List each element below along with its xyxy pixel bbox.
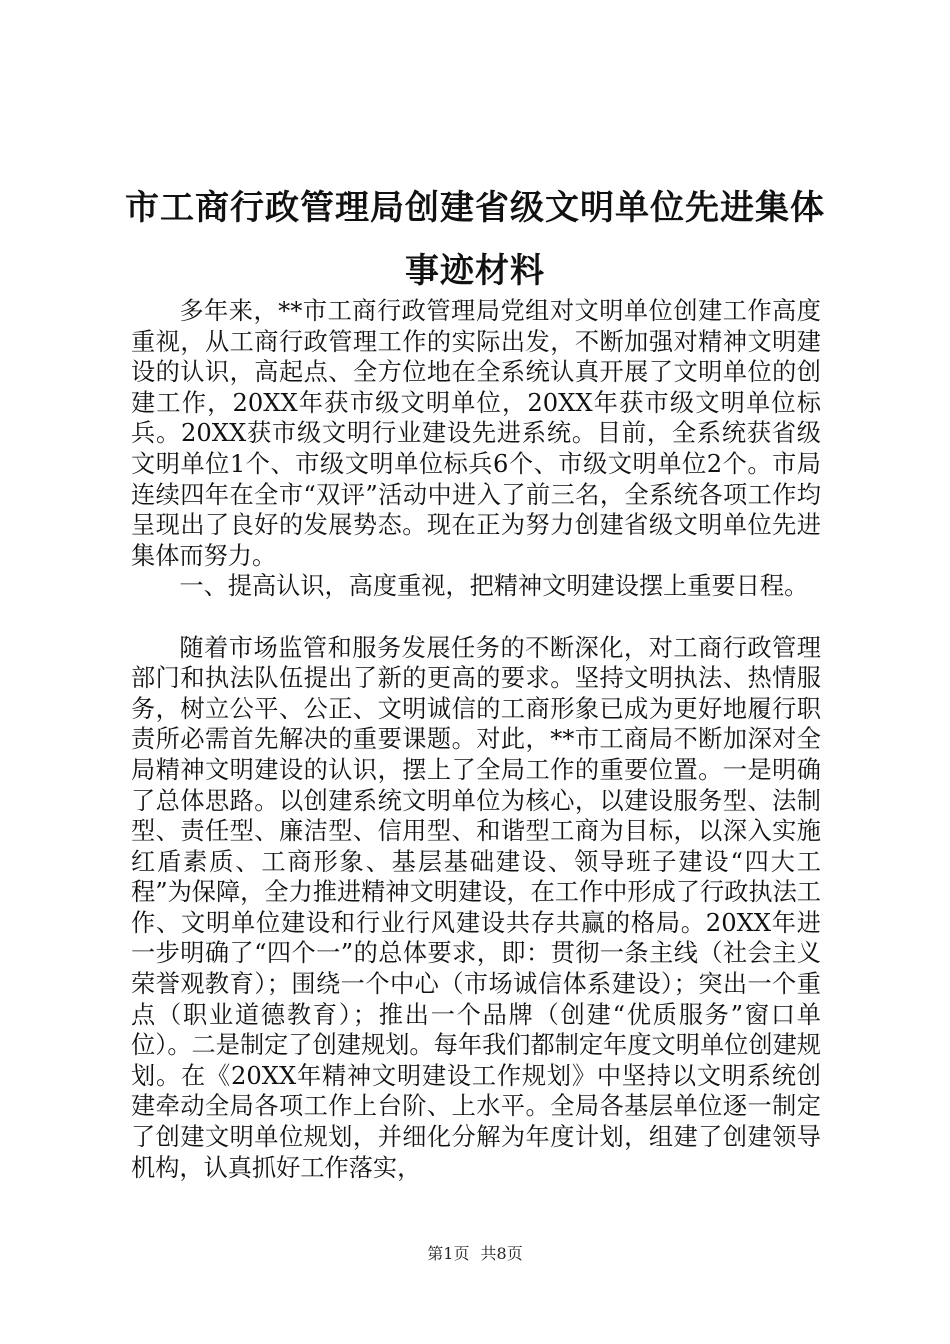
document-title <box>95 188 855 291</box>
title-line-2: 事迹材料 <box>405 251 545 291</box>
paragraph-intro: 多年来，**市工商行政管理局党组对文明单位创建工作高度重视，从工商行政管理工作的实际出发，不断加强对精神文明建设的认识，高起点、全方位地在全系统认真开展了文明单位的创建工作，20XX年获市级文明单位，20XX年获市级文明单位标兵。20XX获市级文明行业建设先进系统。目前，全系统获省级文明单位1个、市级文明单位标兵6个、市级文明单位2个。市局连续四年在全市“双评”活动中进入了前三名，全系统各项工作均呈现出了良好的发展势态。现在正为努力创建省级文明单位先进集体而努力。 <box>131 297 821 570</box>
page-number-current: 第1页 <box>427 1244 470 1263</box>
paragraph-section-1: 随着市场监管和服务发展任务的不断深化，对工商行政管理部门和执法队伍提出了新的更高的要求。坚持文明执法、热情服务，树立公平、公正、文明诚信的工商形象已成为更好地履行职责所必需首先解决的重要课题。对此，**市工商局不断加深对全局精神文明建设的认识，摆上了全局工作的重要位置。一是明确了总体思路。以创建系统文明单位为核心，以建设服务型、法制型、责任型、廉洁型、信用型、和谐型工商为目标，以深入实施红盾素质、工商形象、基层基础建设、领导班子建设“四大工程”为保障，全力推进精神文明建设，在工作中形成了行政执法工作、文明单位建设和行业行风建设共存共赢的格局。20XX年进一步明确了“四个一”的总体要求，即：贯彻一条主线（社会主义荣誉观教育）；围绕一个中心（市场诚信体系建设）；突出一个重点（职业道德教育）；推出一个品牌（创建“优质服务”窗口单位）。二是制定了创建规划。每年我们都制定年度文明单位创建规划。在《20XX年精神文明建设工作规划》中坚持以文明系统创建牵动全局各项工作上台阶、上水平。全局各基层单位逐一制定了创建文明单位规划，并细化分解为年度计划，组建了创建领导机构，认真抓好工作落实， <box>131 633 821 1182</box>
title-line-1: 市工商行政管理局创建省级文明单位先进集体 <box>125 188 825 228</box>
document-body <box>131 296 821 1183</box>
page-footer <box>0 1244 950 1264</box>
section-heading-1: 一、提高认识，高度重视，把精神文明建设摆上重要日程。 <box>179 572 809 601</box>
page-number-total: 共8页 <box>480 1244 523 1263</box>
